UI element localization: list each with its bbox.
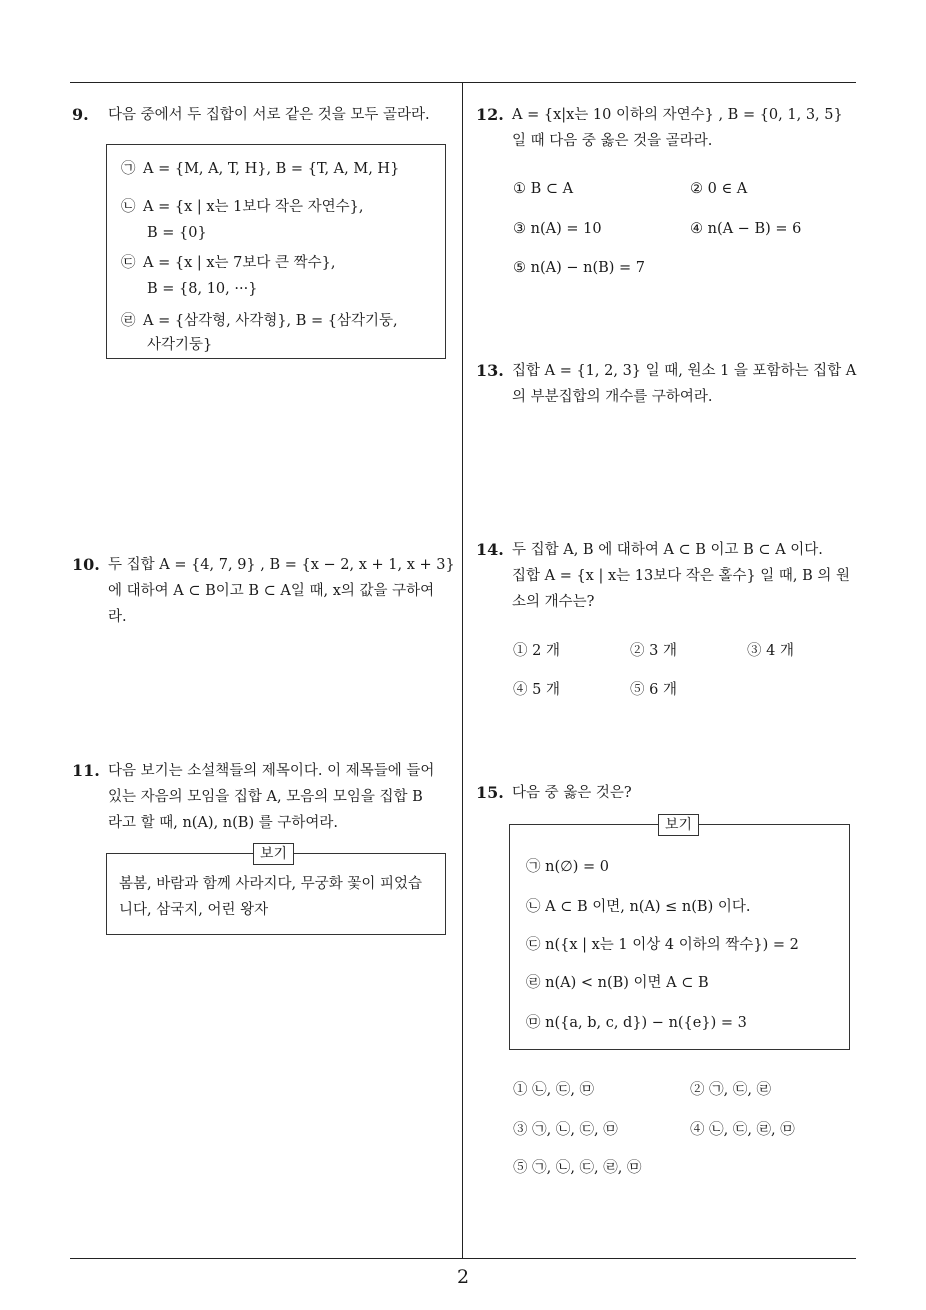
q9-choice-box: [106, 144, 446, 359]
q9-item-3-cont: B = {8, 10, ···}: [147, 281, 258, 297]
q15-option-3: ③ ㉠, ㉡, ㉢, ㉤: [513, 1122, 618, 1138]
question-15: [476, 780, 861, 806]
question-line: A = {x|x는 10 이하의 자연수} , B = {0, 1, 3, 5}: [512, 107, 843, 123]
question-prompt: 다음 중에서 두 집합이 서로 같은 것을 모두 골라라.: [108, 107, 430, 123]
q14-option-3: ③ 4 개: [747, 643, 794, 659]
q15-option-1: ① ㉡, ㉢, ㉤: [513, 1082, 595, 1098]
q9-item-4-cont: 사각기둥}: [147, 337, 213, 353]
question-number: 14.: [476, 540, 504, 559]
q14-option-4: ④ 5 개: [513, 682, 560, 698]
q15-example-box: [509, 824, 850, 1050]
q14-option-2: ② 3 개: [630, 643, 677, 659]
q15-item-1: ㉠ n(∅) = 0: [526, 859, 609, 875]
question-line: 있는 자음의 모임을 집합 A, 모음의 모임을 집합 B: [108, 789, 423, 805]
question-line: 라.: [108, 609, 127, 625]
question-line: 집합 A = {1, 2, 3} 일 때, 원소 1 을 포함하는 집합 A: [512, 363, 857, 379]
q9-item-2-cont: B = {0}: [147, 225, 207, 241]
question-line: 두 집합 A = {4, 7, 9} , B = {x − 2, x + 1, x + 3}: [108, 557, 455, 573]
q15-option-4: ④ ㉡, ㉢, ㉣, ㉤: [690, 1122, 795, 1138]
question-prompt: 다음 중 옳은 것은?: [512, 785, 632, 801]
q9-item-1: ㉠ A = {M, A, T, H}, B = {T, A, M, H}: [121, 161, 400, 177]
question-line: 다음 보기는 소설책들의 제목이다. 이 제목들에 들어: [108, 763, 435, 779]
q14-option-5: ⑤ 6 개: [630, 682, 677, 698]
question-10: [72, 552, 455, 630]
q12-option-3: ③ n(A) = 10: [513, 221, 602, 237]
q9-item-4: ㉣ A = {삼각형, 사각형}, B = {삼각기둥,: [121, 313, 398, 329]
example-label: 보기: [253, 843, 294, 865]
q15-item-3: ㉢ n({x | x는 1 이상 4 이하의 짝수}) = 2: [526, 937, 799, 953]
question-line: 라고 할 때, n(A), n(B) 를 구하여라.: [108, 815, 338, 831]
bottom-rule: [70, 1258, 856, 1259]
question-14: [476, 537, 861, 615]
question-line: 두 집합 A, B 에 대하여 A ⊂ B 이고 B ⊂ A 이다.: [512, 542, 823, 558]
q12-option-5: ⑤ n(A) − n(B) = 7: [513, 260, 646, 276]
question-11: [72, 758, 452, 836]
question-number: 12.: [476, 105, 504, 124]
q11-example-box: [106, 853, 446, 935]
q15-option-5: ⑤ ㉠, ㉡, ㉢, ㉣, ㉤: [513, 1160, 642, 1176]
question-number: 11.: [72, 761, 100, 780]
column-divider: [462, 83, 463, 1258]
question-line: 집합 A = {x | x는 13보다 작은 홀수} 일 때, B 의 원: [512, 568, 851, 584]
question-13: [476, 358, 861, 410]
question-line: 소의 개수는?: [512, 594, 595, 610]
q15-option-2: ② ㉠, ㉢, ㉣: [690, 1082, 772, 1098]
question-line: 일 때 다음 중 옳은 것을 골라라.: [512, 133, 713, 149]
question-number: 15.: [476, 783, 504, 802]
top-rule: [70, 82, 856, 83]
question-9: [72, 102, 452, 128]
q15-item-2: ㉡ A ⊂ B 이면, n(A) ≤ n(B) 이다.: [526, 899, 751, 915]
q9-item-2: ㉡ A = {x | x는 1보다 작은 자연수},: [121, 199, 364, 215]
question-line: 에 대하여 A ⊂ B이고 B ⊂ A일 때, x의 값을 구하여: [108, 583, 435, 599]
q9-item-3: ㉢ A = {x | x는 7보다 큰 짝수},: [121, 255, 336, 271]
question-number: 13.: [476, 361, 504, 380]
q12-option-4: ④ n(A − B) = 6: [690, 221, 802, 237]
page-number: 2: [456, 1266, 470, 1288]
question-number: 10.: [72, 555, 100, 574]
q15-item-5: ㉤ n({a, b, c, d}) − n({e}) = 3: [526, 1015, 747, 1031]
q12-option-1: ① B ⊂ A: [513, 181, 574, 197]
q12-option-2: ② 0 ∈ A: [690, 181, 748, 197]
q15-item-4: ㉣ n(A) < n(B) 이면 A ⊂ B: [526, 975, 709, 991]
example-line: 니다, 삼국지, 어린 왕자: [119, 902, 269, 918]
q14-option-1: ① 2 개: [513, 643, 560, 659]
question-12: [476, 102, 861, 154]
question-line: 의 부분집합의 개수를 구하여라.: [512, 389, 713, 405]
question-number: 9.: [72, 105, 89, 124]
example-line: 봄봄, 바람과 함께 사라지다, 무궁화 꽃이 피었습: [119, 876, 423, 892]
example-label: 보기: [658, 814, 699, 836]
